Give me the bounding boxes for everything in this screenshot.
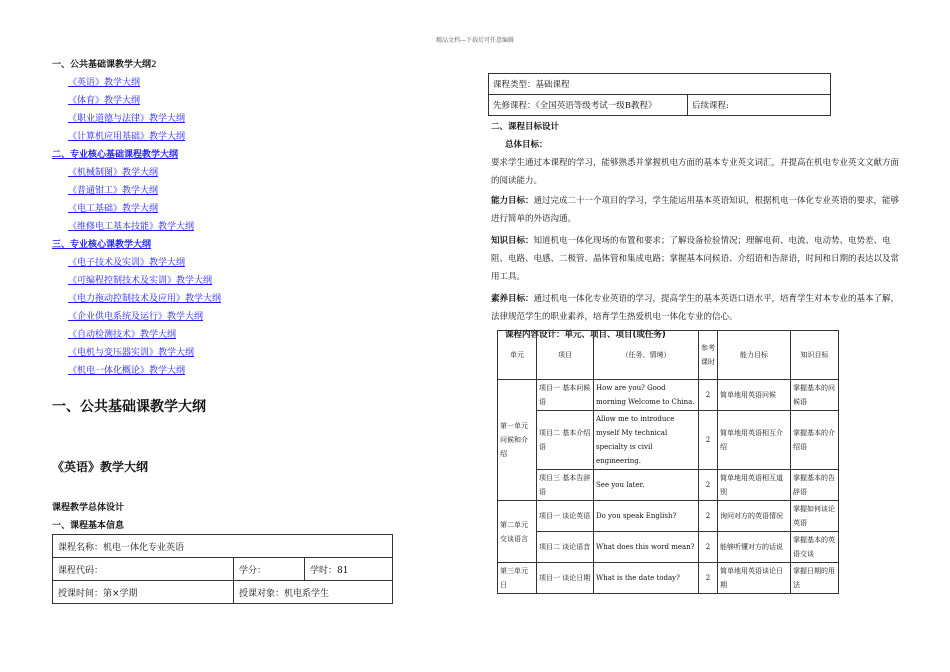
hours-cell: 2 [699,380,718,411]
toc-item[interactable]: 《职业道德与法律》教学大纲 [68,114,186,124]
ability-cell: 简单地用英语相互道别 [718,470,791,501]
knowledge-goal: 知识目标：知道机电一体化现场的布置和要求；了解设备检验情况；理解电荷、电流、电动势、电势差、电阻、电路、电感、二极管、晶体管和集成电路；掌握基本问候语、介绍语和告辞语，时间和日期的表达以及常用工具。 [491,236,900,282]
basic-info-table [52,534,393,604]
follow-cell: 后续课程: [688,95,831,116]
ability-cell: 询问对方的英语情况 [718,501,791,532]
ability-cell: 能够听懂对方的话说 [718,532,791,563]
task-cell: How are you? Good morning Welcome to China. [594,380,699,411]
unit-cell: 第一单元 问候和介绍 [498,380,537,501]
knowledge-cell: 掌握基本的问候语 [791,380,839,411]
toc-item[interactable]: 《机电一体化概论》教学大纲 [68,366,186,376]
goals-section [491,118,901,344]
table-row [498,563,839,594]
ability-cell: 简单地用英语谈论日期 [718,563,791,594]
course-type-table [488,73,831,116]
project-cell: 项目三 基本告辞语 [537,470,594,501]
time-cell: 授课时间：第×学期 [53,581,234,604]
hours-cell: 学时：81 [305,558,393,581]
toc-heading-1[interactable]: 一、公共基础课教学大纲2 [52,60,157,70]
ability-cell: 简单地用英语相互介绍 [718,411,791,470]
task-cell: Do you speak English? [594,501,699,532]
course-name-cell: 课程名称：机电一体化专业英语 [53,535,393,558]
toc-item[interactable]: 《自动检测技术》教学大纲 [68,330,177,340]
course-title: 《英语》教学大纲 [52,460,149,474]
unit-cell: 第三单元 日 [498,563,537,594]
toc-item[interactable]: 《英语》教学大纲 [68,78,141,88]
hours-cell: 2 [699,470,718,501]
toc-item[interactable]: 《电机与变压器实训》教学大纲 [68,348,195,358]
table-row [498,532,839,563]
goals-heading: 二、课程目标设计 [491,122,560,132]
table-row [498,411,839,470]
col-unit: 单元 [498,331,537,380]
toc-heading-3[interactable]: 三、专业核心课教学大纲 [52,240,152,250]
knowledge-cell: 掌握日期的用法 [791,563,839,594]
target-cell: 授课对象：机电系学生 [234,581,393,604]
col-knowledge: 知识目标 [791,331,839,380]
toc-item[interactable]: 《企业供电系统及运行》教学大纲 [68,312,204,322]
table-row [498,380,839,411]
task-cell: What does this word mean? [594,532,699,563]
section-title: 一、公共基础课教学大纲 [52,399,206,415]
design-title: 课程教学总体设计 [52,503,125,513]
page-header: 精品文档---下载后可任意编辑 [435,37,515,44]
table-of-contents [52,56,397,380]
content-design-title: 课程内容设计：单元、项目、项目(或任务) [505,330,666,340]
project-cell: 项目一 谈论英语 [537,501,594,532]
prereq-cell: 先修课程：《全国英语等级考试一级B教程》 [489,95,688,116]
overall-goal-label: 总体目标： [505,140,548,150]
task-cell: See you later. [594,470,699,501]
quality-goal: 素养目标：通过机电一体化专业英语的学习，提高学生的基本英语口语水平，培育学生对本专业的基本了解，法律规范学生的职业素养，培育学生热爱机电一体化专业的信心。 [491,294,900,322]
col-hours: 参考课时 [699,331,718,380]
toc-item[interactable]: 《体育》教学大纲 [68,96,141,106]
table-row [498,501,839,532]
course-code-cell: 课程代码： [53,558,234,581]
toc-item[interactable]: 《电工基础》教学大纲 [68,204,159,214]
knowledge-cell: 掌握基本的英语交谈 [791,532,839,563]
table-row [498,470,839,501]
ability-cell: 简单地用英语问候 [718,380,791,411]
ability-goal: 能力目标：通过完成二十一个项目的学习，学生能运用基本英语知识，根据机电一体化专业英语的要求，能够进行简单的外语沟通。 [491,196,900,224]
toc-item[interactable]: 《维修电工基本技能》教学大纲 [68,222,195,232]
table-header-row [498,331,839,380]
hours-cell: 2 [699,563,718,594]
hours-cell: 2 [699,411,718,470]
toc-item[interactable]: 《可编程控制技术及实训》教学大纲 [68,276,213,286]
overall-goal-text: 要求学生通过本课程的学习，能够熟悉并掌握机电方面的基本专业英文词汇，并提高在机电专业英文文献方面的阅读能力。 [491,158,900,186]
course-content-table [497,330,839,594]
toc-item[interactable]: 《机械制图》教学大纲 [68,168,159,178]
hours-cell: 2 [699,532,718,563]
col-project: 项目 [537,331,594,380]
project-cell: 项目二 谈论语音 [537,532,594,563]
toc-heading-2[interactable]: 二、专业核心基础课程教学大纲 [52,150,179,160]
task-cell: What is the date today? [594,563,699,594]
col-task: （任务、情境） [594,331,699,380]
project-cell: 项目一 基本问候语 [537,380,594,411]
project-cell: 项目一 谈论日期 [537,563,594,594]
toc-item[interactable]: 《电子技术及实训》教学大纲 [68,258,186,268]
knowledge-cell: 掌握如何谈论英语 [791,501,839,532]
toc-item[interactable]: 《普通钳工》教学大纲 [68,186,159,196]
course-type-cell: 课程类型：基础课程 [489,74,831,95]
task-cell: Allow me to introduce myself My technical specialty is civil engineering. [594,411,699,470]
basic-info-title: 一、课程基本信息 [52,521,125,531]
knowledge-cell: 掌握基本的告辞语 [791,470,839,501]
credit-cell: 学分： [234,558,305,581]
hours-cell: 2 [699,501,718,532]
project-cell: 项目二 基本介绍语 [537,411,594,470]
toc-item[interactable]: 《计算机应用基础》教学大纲 [68,132,186,142]
unit-cell: 第二单元 交谈语言 [498,501,537,563]
col-ability: 能力目标 [718,331,791,380]
toc-item[interactable]: 《电力拖动控制技术及应用》教学大纲 [68,294,222,304]
knowledge-cell: 掌握基本的介绍语 [791,411,839,470]
